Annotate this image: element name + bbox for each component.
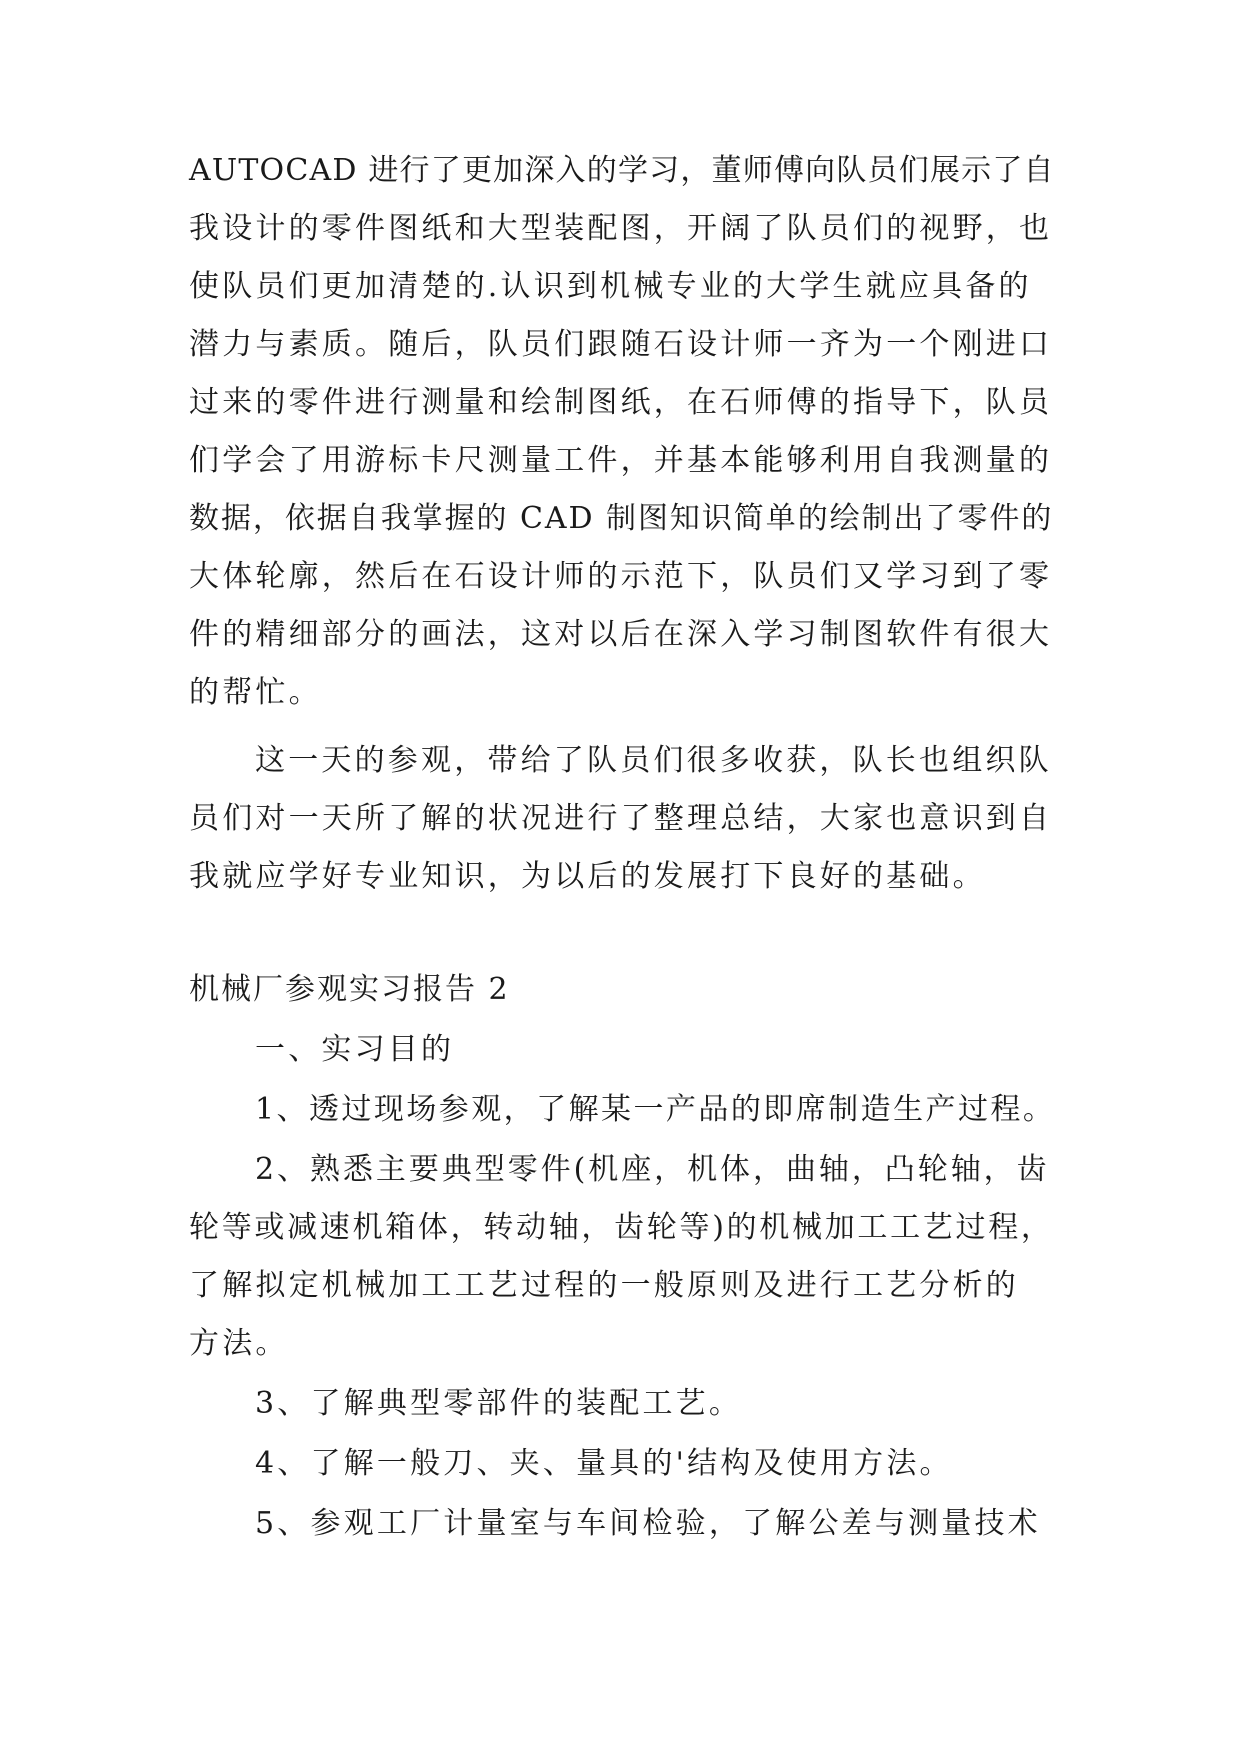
section-title: 一、实习目的: [255, 1032, 455, 1067]
paragraph-line: 的帮忙。: [189, 675, 322, 710]
paragraph-line: 我就应学好专业知识，为以后的发展打下良好的基础。: [189, 859, 986, 894]
paragraph-line: 件的精细部分的画法，这对以后在深入学习制图软件有很大: [189, 617, 1053, 652]
list-item: 2、熟悉主要典型零件(机座，机体，曲轴，凸轮轴，齿: [255, 1152, 1050, 1187]
paragraph-line: 潜力与素质。随后，队员们跟随石设计师一齐为一个刚进口: [189, 327, 1053, 362]
paragraph-line: 们学会了用游标卡尺测量工件，并基本能够利用自我测量的: [189, 443, 1053, 478]
list-item: 3、了解典型零部件的装配工艺。: [255, 1386, 743, 1421]
list-item: 了解拟定机械加工工艺过程的一般原则及进行工艺分析的: [189, 1268, 1019, 1303]
paragraph-line: AUTOCAD 进行了更加深入的学习，董师傅向队员们展示了自: [189, 153, 1055, 188]
list-item: 4、了解一般刀、夹、量具的'结构及使用方法。: [255, 1446, 953, 1481]
paragraph-line: 我设计的零件图纸和大型装配图，开阔了队员们的视野，也: [189, 211, 1053, 246]
list-item: 1、透过现场参观，了解某一产品的即席制造生产过程。: [255, 1092, 1056, 1127]
paragraph-line: 大体轮廓，然后在石设计师的示范下，队员们又学习到了零: [189, 559, 1053, 594]
list-item: 方法。: [189, 1326, 289, 1361]
report-heading: 机械厂参观实习报告 2: [189, 972, 510, 1007]
paragraph-line: 数据，依据自我掌握的 CAD 制图知识简单的绘制出了零件的: [189, 501, 1054, 536]
paragraph-line: 过来的零件进行测量和绘制图纸，在石师傅的指导下，队员: [189, 385, 1053, 420]
paragraph-line: 这一天的参观，带给了队员们很多收获，队长也组织队: [255, 743, 1052, 778]
list-item: 轮等或减速机箱体，转动轴，齿轮等)的机械加工工艺过程，: [189, 1210, 1054, 1245]
paragraph-line: 使队员们更加清楚的.认识到机械专业的大学生就应具备的: [189, 269, 1032, 304]
paragraph-line: 员们对一天所了解的状况进行了整理总结，大家也意识到自: [189, 801, 1053, 836]
list-item: 5、参观工厂计量室与车间检验，了解公差与测量技术: [255, 1506, 1041, 1541]
